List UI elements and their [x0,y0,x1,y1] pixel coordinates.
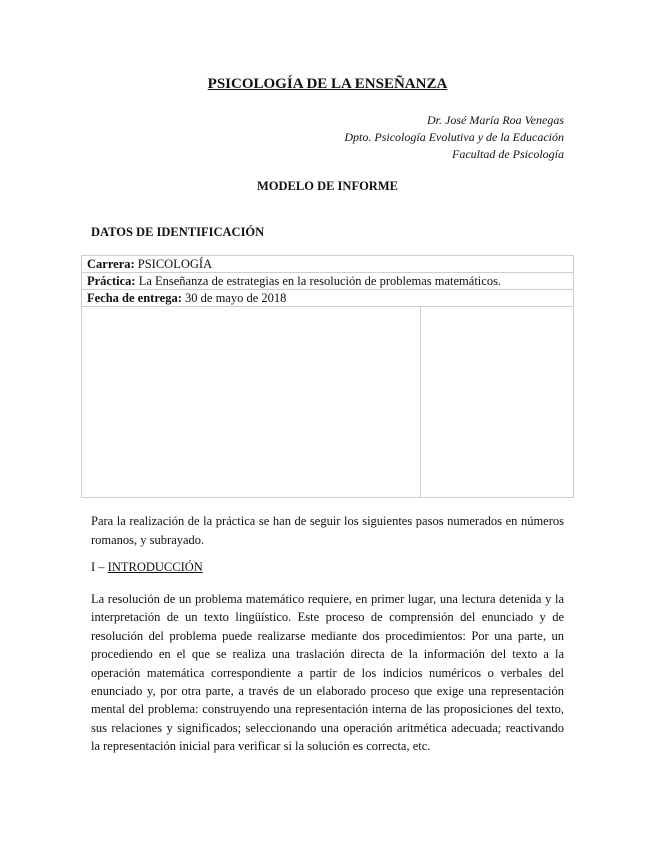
identification-table [81,255,574,498]
row-label: Fecha de entrega: [87,291,182,305]
identification-heading: DATOS DE IDENTIFICACIÓN [91,225,265,239]
table-row-carrera [82,256,573,273]
author-faculty: Facultad de Psicología [452,147,564,161]
author-department: Dpto. Psicología Evolutiva y de la Educación [344,130,564,144]
document-subtitle: MODELO DE INFORME [257,179,398,193]
row-value: La Enseñanza de estrategias en la resolución de problemas matemáticos. [138,274,502,288]
row-label: Carrera: [87,257,135,271]
table-row-fecha [82,290,573,307]
table-row-practica [82,273,573,290]
row-value: 30 de mayo de 2018 [185,291,287,305]
intro-number: I – [91,560,108,574]
author-block [344,112,564,163]
blank-cells [82,307,573,497]
author-name: Dr. José María Roa Venegas [427,113,564,127]
steps-paragraph: Para la realización de la práctica se han de seguir los siguientes pasos numerados en números romanos, y subrayado. [91,514,564,547]
intro-paragraph: La resolución de un problema matemático requiere, en primer lugar, una lectura detenida y la interpretación de un texto lingüístico. Este proceso de comprensión del enunciado y de resolución del problema puede realizarse mediante dos procedimientos: Por una parte, un procediendo en el que se realiza una traslación directa de la información del texto a la operación matemática correspondiente a partir de los indicios numéricos o verbales del enunciado y, por otra parte, a través de un elaborado proceso que exige una representación mental del problema: construyendo una representación interna de las proposiciones del texto, sus relaciones y significados; seleccionando una operación aritmética adecuada; reactivando la representación inicial para verificar si la solución es correcta, etc. [91,592,564,754]
cell-divider [420,307,421,497]
intro-heading [91,560,203,575]
row-label: Práctica: [87,274,136,288]
document-title: PSICOLOGÍA DE LA ENSEÑANZA [207,76,448,92]
row-value: PSICOLOGÍA [137,257,213,271]
intro-title: INTRODUCCIÓN [107,560,203,574]
